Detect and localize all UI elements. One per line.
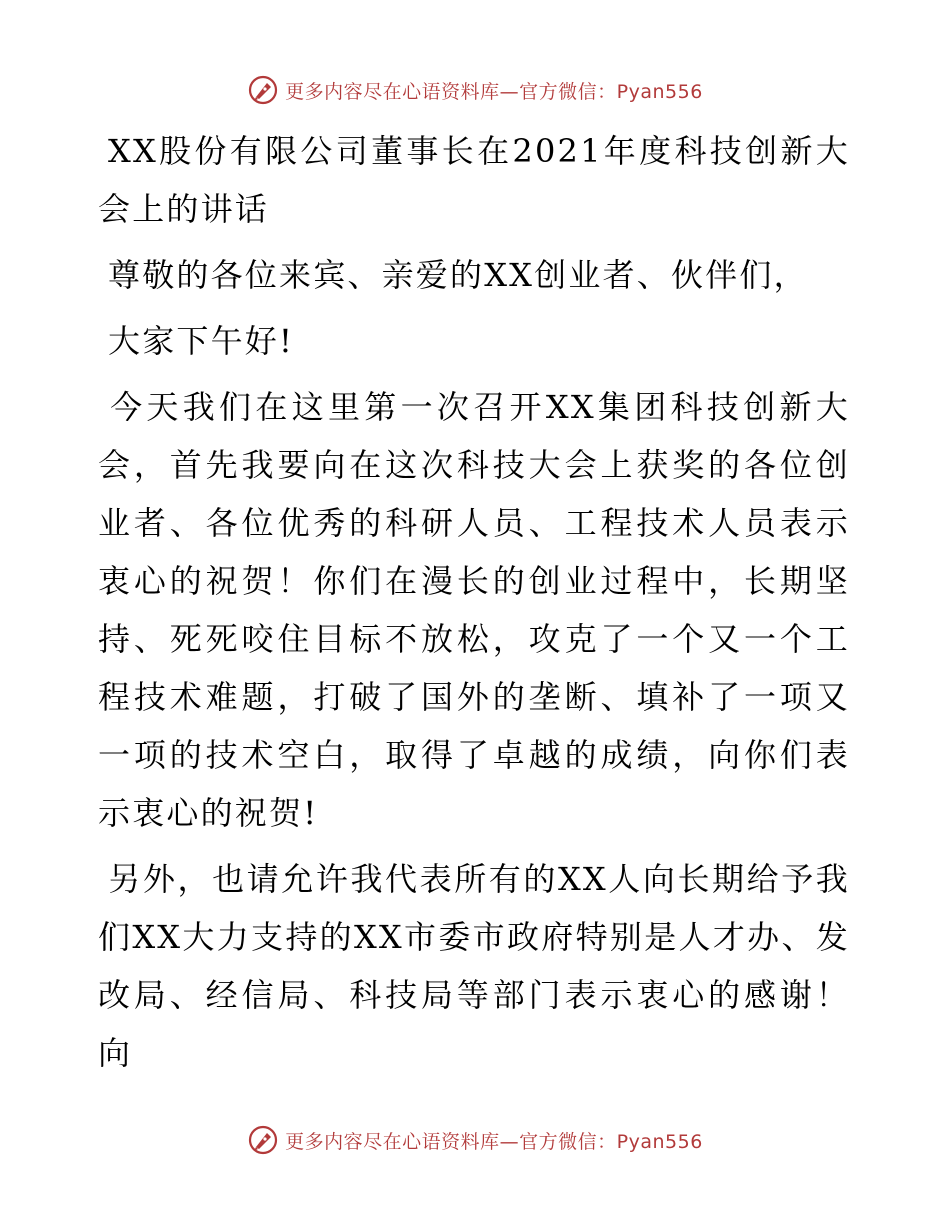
pen-nib-logo-icon (247, 74, 279, 106)
document-body (98, 122, 850, 1082)
body-paragraph-1: 今天我们在这里第一次召开XX集团科技创新大会，首先我要向在这次科技大会上获奖的各位创业者、各位优秀的科研人员、工程技术人员表示衷心的祝贺！你们在漫长的创业过程中，长期坚持、死死咬住目标不放松，攻克了一个又一个工程技术难题，打破了国外的垄断、填补了一项又一项的技术空白，取得了卓越的成绩，向你们表示衷心的祝贺! (98, 388, 850, 832)
greeting-line: 尊敬的各位来宾、亲爱的XX创业者、伙伴们， (108, 256, 808, 294)
banner-text: 更多内容尽在心语资料库—官方微信：Pyan556 (285, 80, 703, 103)
body-paragraph-2: 另外，也请允许我代表所有的XX人向长期给予我们XX大力支持的XX市委市政府特别是人才办、发改局、经信局、科技局等部门表示衷心的感谢！向 (98, 860, 850, 1072)
document-title: XX股份有限公司董事长在2021年度科技创新大会上的讲话 (98, 132, 850, 228)
salutation-line: 大家下午好! (108, 322, 295, 360)
pen-nib-logo-icon (247, 1124, 279, 1156)
header-banner (0, 70, 950, 110)
banner-text: 更多内容尽在心语资料库—官方微信：Pyan556 (285, 1130, 703, 1153)
footer-banner (0, 1120, 950, 1160)
